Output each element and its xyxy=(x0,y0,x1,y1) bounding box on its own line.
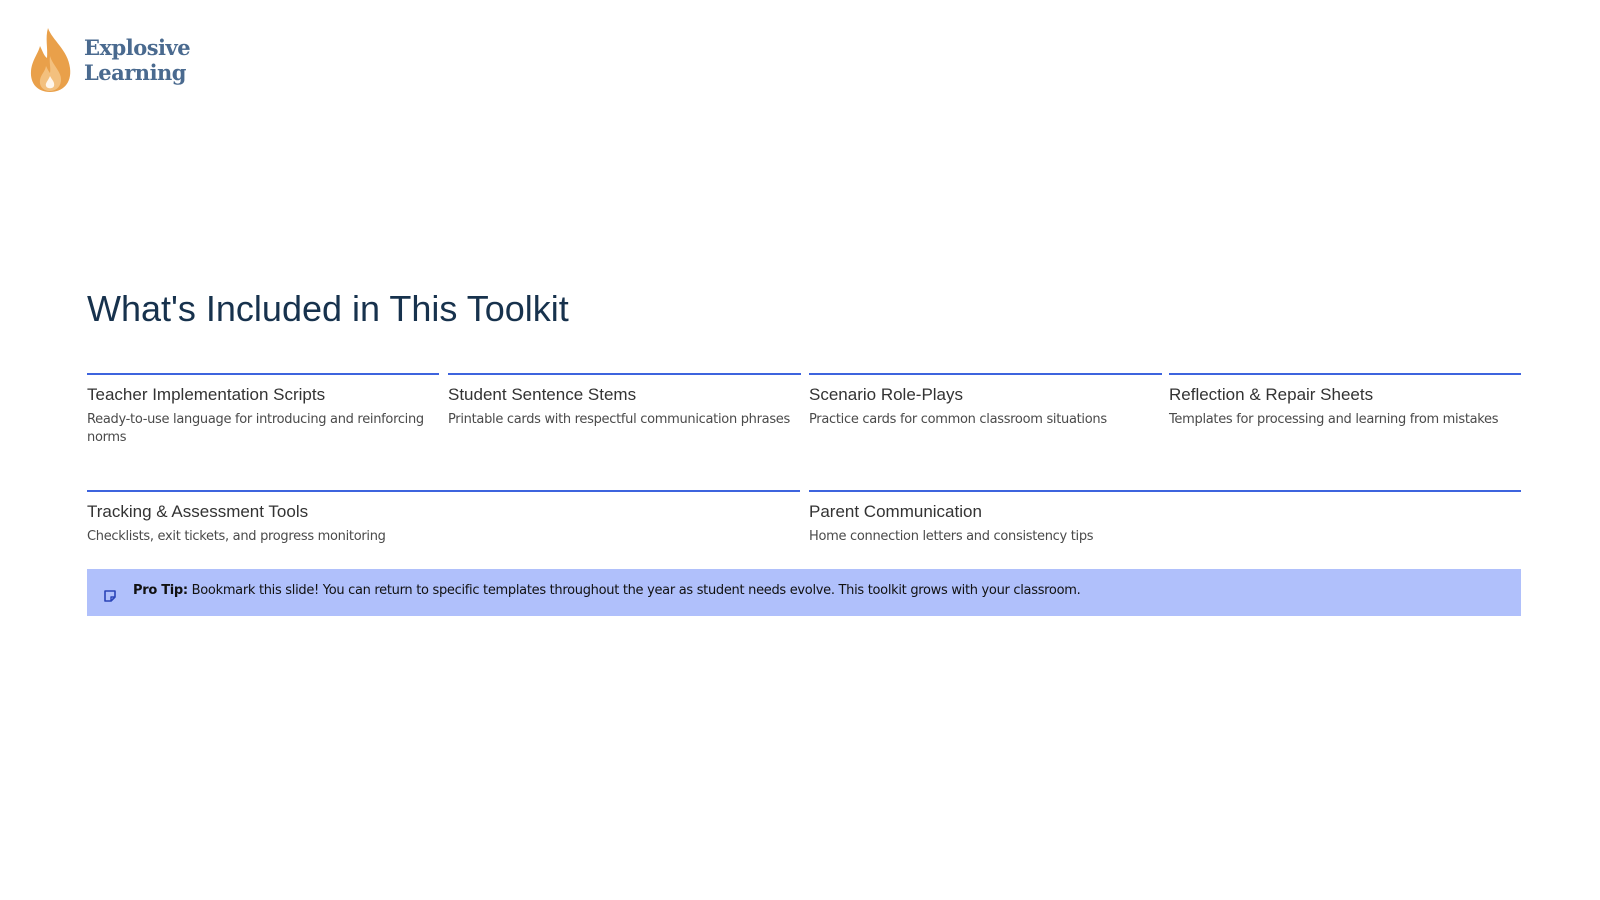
item-description: Practice cards for common classroom situations xyxy=(809,412,1107,427)
flame-icon xyxy=(28,26,74,94)
brand-name-line2: Learning xyxy=(84,60,186,85)
pro-tip-text xyxy=(133,583,1080,598)
item-card-teacher-scripts xyxy=(87,373,439,447)
item-card-parent-communication xyxy=(809,490,1521,546)
item-card-role-plays xyxy=(809,373,1162,429)
item-card-tracking-tools xyxy=(87,490,800,546)
pro-tip-body: Bookmark this slide! You can return to specific templates throughout the year as student needs evolve. This toolkit grows with your classroom. xyxy=(187,583,1081,598)
item-description: Checklists, exit tickets, and progress monitoring xyxy=(87,529,386,544)
note-icon xyxy=(103,589,117,603)
item-title: Student Sentence Stems xyxy=(448,385,637,404)
pro-tip-banner xyxy=(87,569,1521,616)
item-title: Tracking & Assessment Tools xyxy=(87,502,309,521)
page-title: What's Included in This Toolkit xyxy=(87,288,569,329)
item-title: Teacher Implementation Scripts xyxy=(87,385,326,404)
brand-name-line1: Explosive xyxy=(84,35,191,60)
item-description: Printable cards with respectful communication phrases xyxy=(448,412,790,427)
brand-logo xyxy=(28,26,190,94)
item-description: Templates for processing and learning from mistakes xyxy=(1169,412,1499,427)
item-description: Home connection letters and consistency tips xyxy=(809,529,1094,544)
pro-tip-label: Pro Tip: xyxy=(133,583,188,598)
item-card-sentence-stems xyxy=(448,373,801,429)
item-description: Ready-to-use language for introducing and reinforcing norms xyxy=(87,412,424,445)
brand-name xyxy=(84,35,190,85)
item-title: Reflection & Repair Sheets xyxy=(1169,385,1374,404)
item-title: Parent Communication xyxy=(809,502,982,521)
item-card-reflection-sheets xyxy=(1169,373,1521,429)
item-title: Scenario Role-Plays xyxy=(809,385,964,404)
